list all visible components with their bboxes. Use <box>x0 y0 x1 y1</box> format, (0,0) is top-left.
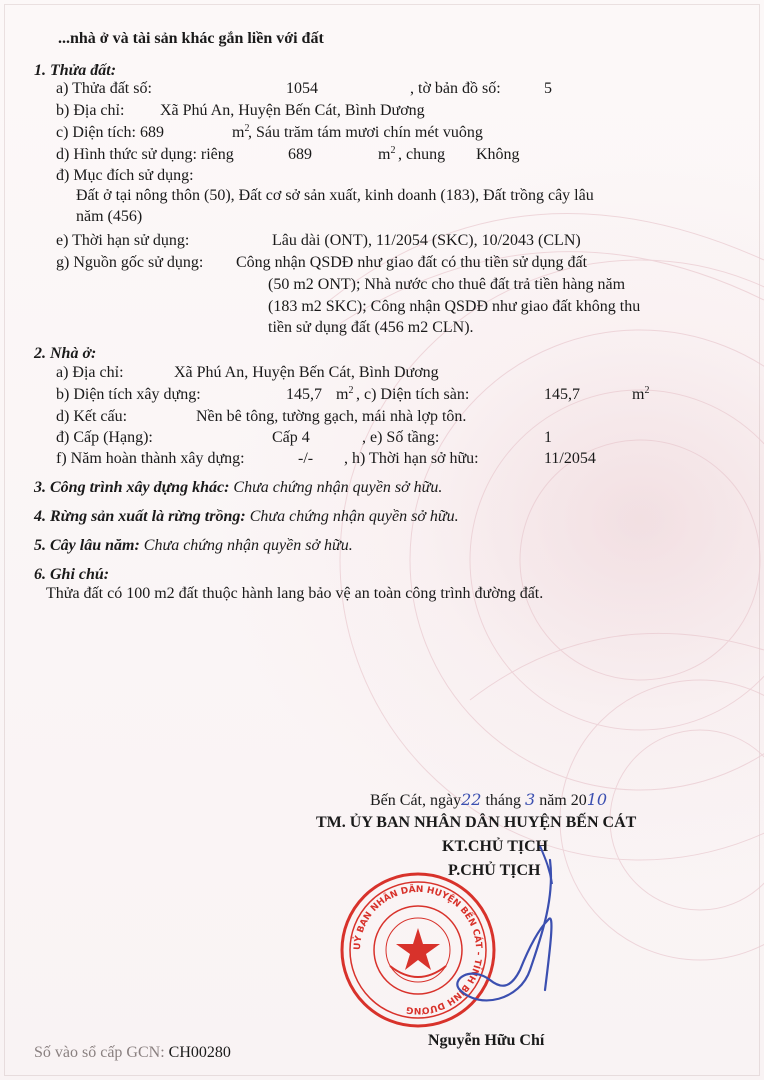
s2-b-value: 145,7 <box>286 386 322 403</box>
section5-heading: 5. Cây lâu năm: <box>34 537 140 554</box>
s2-b-label: b) Diện tích xây dựng: <box>56 386 201 403</box>
s1-c-label: c) Diện tích: 689 <box>56 124 164 141</box>
date-day: 22 <box>461 790 482 809</box>
s2-dd-value: Cấp 4 <box>272 429 310 446</box>
s1-g-line3: (183 m2 SKC); Công nhận QSDĐ như giao đất không thu <box>268 298 641 315</box>
s1-a-map-label: , tờ bản đồ số: <box>410 80 501 97</box>
year-label: năm 20 <box>539 792 587 809</box>
s2-h-value: 11/2054 <box>544 450 596 467</box>
section4-text: Chưa chứng nhận quyền sở hữu. <box>249 508 459 525</box>
s2-f-label: f) Năm hoàn thành xây dựng: <box>56 450 245 467</box>
section3-text: Chưa chứng nhận quyền sở hữu. <box>233 479 443 496</box>
s1-g-label: g) Nguồn gốc sử dụng: <box>56 254 204 271</box>
s1-e-label: e) Thời hạn sử dụng: <box>56 232 190 249</box>
s1-d-shared: Không <box>476 146 520 163</box>
s1-a-value: 1054 <box>286 80 318 97</box>
s2-c-value: 145,7 <box>544 386 580 403</box>
section2-heading: 2. Nhà ở: <box>34 345 97 362</box>
s1-d-text: , chung <box>398 146 446 163</box>
stamp-text: UỶ BAN NHÂN DÂN HUYỆN BẾN CÁT - TỈNH BÌNH DƯƠNG <box>352 884 484 1016</box>
s1-a-map-value: 5 <box>544 80 552 97</box>
s1-g-line2: (50 m2 ONT); Nhà nước cho thuê đất trả tiền hàng năm <box>268 276 626 293</box>
signer-name: Nguyễn Hữu Chí <box>428 1032 545 1049</box>
section1-heading: 1. Thửa đất: <box>34 62 117 79</box>
s1-a-label: a) Thửa đất số: <box>56 80 152 97</box>
gcn-number <box>34 1044 231 1062</box>
section3 <box>34 479 442 497</box>
s2-dd-label: đ) Cấp (Hạng): <box>56 429 153 446</box>
header-title: ...nhà ở và tài sản khác gắn liền với đất <box>58 30 324 47</box>
section5-text: Chưa chứng nhận quyền sở hữu. <box>143 537 353 554</box>
s2-f-value: -/- <box>298 450 314 467</box>
s2-e-label: , e) Số tầng: <box>362 429 440 446</box>
s2-a-label: a) Địa chỉ: <box>56 364 124 381</box>
s2-a-value: Xã Phú An, Huyện Bến Cát, Bình Dương <box>174 364 439 381</box>
gcn-value: CH00280 <box>168 1044 231 1061</box>
s1-d-label: d) Hình thức sử dụng: riêng <box>56 146 234 163</box>
s2-d-value: Nền bê tông, tường gạch, mái nhà lợp tôn. <box>196 408 467 425</box>
s2-c-label: , c) Diện tích sàn: <box>356 386 470 403</box>
s2-c-unit: $m^2$ <box>632 385 650 403</box>
s1-dd-line1: Đất ở tại nông thôn (50), Đất cơ sở sản xuất, kinh doanh (183), Đất trồng cây lâu <box>76 187 594 204</box>
s1-dd-label: đ) Mục đích sử dụng: <box>56 167 194 184</box>
handwritten-signature <box>420 840 600 1020</box>
section3-heading: 3. Công trình xây dựng khác: <box>34 479 230 496</box>
date-month: 3 <box>525 790 536 809</box>
date-year-suffix: 10 <box>586 790 608 809</box>
section4-heading: 4. Rừng sản xuất là rừng trồng: <box>34 508 246 525</box>
s2-b-unit: $m^2$ <box>336 385 354 403</box>
s2-d-label: d) Kết cấu: <box>56 408 128 425</box>
gcn-label: Số vào sổ cấp GCN: <box>34 1044 165 1061</box>
s1-g-line4: tiền sử dụng đất (456 m2 CLN). <box>268 319 474 336</box>
month-label: tháng <box>485 792 521 809</box>
place-date <box>370 791 607 810</box>
s1-d-unit: $m^2$ <box>378 145 396 163</box>
s1-b-value: Xã Phú An, Huyện Bến Cát, Bình Dương <box>160 102 425 119</box>
s1-d-value: 689 <box>288 146 312 163</box>
role-p-chu-tich: P.CHỦ TỊCH <box>448 862 541 879</box>
s1-c-unit: $m^2$ <box>232 123 250 141</box>
org-title: TM. ỦY BAN NHÂN DÂN HUYỆN BẾN CÁT <box>316 814 637 831</box>
s2-h-label: , h) Thời hạn sở hữu: <box>344 450 479 467</box>
s1-g-line1: Công nhận QSDĐ như giao đất có thu tiền sử dụng đất <box>236 254 588 271</box>
s1-e-value: Lâu dài (ONT), 11/2054 (SKC), 10/2043 (CLN) <box>272 232 581 249</box>
role-kt-chu-tich: KT.CHỦ TỊCH <box>442 838 549 855</box>
section5 <box>34 537 353 555</box>
s1-dd-line2: năm (456) <box>76 208 143 225</box>
section6-heading: 6. Ghi chú: <box>34 566 110 583</box>
section4 <box>34 508 459 526</box>
s1-c-text: , Sáu trăm tám mươi chín mét vuông <box>248 124 483 141</box>
section6-text: Thửa đất có 100 m2 đất thuộc hành lang bảo vệ an toàn công trình đường đất. <box>46 585 544 602</box>
s1-b-label: b) Địa chỉ: <box>56 102 125 119</box>
s2-e-value: 1 <box>544 429 552 446</box>
place-date-prefix: Bến Cát, ngày <box>370 792 462 809</box>
